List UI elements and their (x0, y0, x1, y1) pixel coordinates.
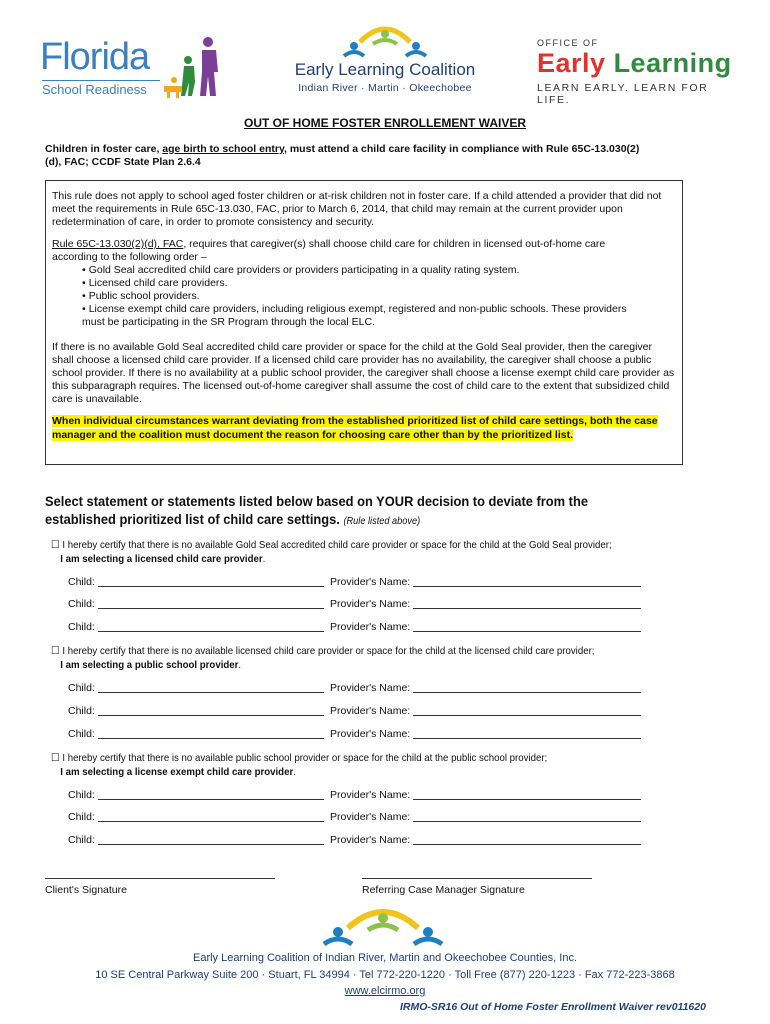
provider-field (413, 608, 641, 609)
rule-box (45, 180, 683, 465)
elc-counties: Indian River · Martin · Okeechobee (298, 82, 472, 94)
child-provider-row[interactable]: Child: Provider's Name: (68, 576, 648, 590)
case-manager-signature-line[interactable] (362, 878, 592, 879)
florida-school-readiness-logo (40, 36, 240, 100)
checkbox[interactable]: ☐ (51, 645, 60, 657)
oel-tagline: LEARN EARLY. LEARN FOR LIFE. (537, 82, 709, 106)
office-of-early-learning-logo (537, 38, 742, 106)
option-selection: I am selecting a licensed child care provider. (60, 553, 266, 565)
child-field (98, 844, 324, 845)
footer-website[interactable] (0, 985, 770, 997)
child-provider-row[interactable]: Child: Provider's Name: (68, 621, 648, 635)
child-field (98, 608, 324, 609)
child-provider-row[interactable]: Child: Provider's Name: (68, 834, 648, 848)
child-field (98, 631, 324, 632)
child-provider-row[interactable]: Child: Provider's Name: (68, 705, 648, 719)
provider-field (413, 821, 641, 822)
provider-field (413, 844, 641, 845)
option-licensed[interactable]: ☐ I hereby certify that there is no available licensed child care provider or space for the child at the licensed child care provider; I am selecting a public school provider. (51, 645, 595, 671)
list-item: • Public school providers. (82, 290, 200, 302)
checkbox[interactable]: ☐ (51, 752, 60, 764)
footer-org: Early Learning Coalition of Indian River, Martin and Okeechobee Counties, Inc. (193, 952, 577, 964)
family-figures-icon (160, 36, 240, 100)
elc-footer-logo-icon (318, 902, 448, 946)
client-signature-label: Client's Signature (45, 884, 127, 896)
option-public-school[interactable]: ☐ I hereby certify that there is no available public school provider or space for the child at the public school provider; I am selecting a license exempt child care provider. (51, 752, 548, 778)
oel-top-text: OFFICE OF (537, 38, 599, 48)
option-selection: I am selecting a public school provider. (60, 659, 242, 671)
bullet-continuation: must be participating in the SR Program through the local ELC. (82, 316, 375, 328)
checkbox[interactable]: ☐ (51, 539, 60, 551)
rule-paragraph-1: This rule does not apply to school aged foster children or at-risk children not in foster care. If a child attended a provider that did not meet the requirements in Rule 65C-13.030, FAC, prior to March 6, 2014, that child may remain at the current provider upon redetermination of care, in order to promote consistency and security. (52, 190, 662, 228)
provider-field (413, 799, 641, 800)
provider-field (413, 715, 641, 716)
child-field (98, 715, 324, 716)
list-item: • Gold Seal accredited child care providers or providers participating in a quality rating system. (82, 264, 520, 276)
elc-people-icon (340, 20, 430, 60)
page-title: OUT OF HOME FOSTER ENROLLEMENT WAIVER (244, 116, 526, 130)
oel-main-text: Early Learning (537, 48, 732, 78)
child-provider-row[interactable]: Child: Provider's Name: (68, 728, 648, 742)
elc-name: Early Learning Coalition (294, 60, 476, 79)
provider-field (413, 631, 641, 632)
rule-paragraph-3: If there is no available Gold Seal accredited child care provider or space for the child at the Gold Seal provider, then the caregiver shall choose a licensed child care provider. If a licensed child care provider has no availability, the caregiver shall choose a public school provider. If there is no availability at a public school provider, the caregiver shall choose a license exempt child care provider as this subparagraph requires. The licensed out-of-home caregiver shall assume the cost of child care to the extent that subsidized child care is unavailable. (52, 341, 675, 405)
option-gold-seal[interactable]: ☐ I hereby certify that there is no available Gold Seal accredited child care provider or space for the child at the Gold Seal provider; I am selecting a licensed child care provider. (51, 539, 612, 565)
priority-list (82, 264, 676, 316)
child-provider-row[interactable]: Child: Provider's Name: (68, 682, 648, 696)
child-provider-row[interactable]: Child: Provider's Name: (68, 598, 648, 612)
child-provider-row[interactable]: Child: Provider's Name: (68, 811, 648, 825)
child-field (98, 586, 324, 587)
list-item: • License exempt child care providers, including religious exempt, registered and non-public schools. These providers (82, 303, 627, 315)
list-item: • Licensed child care providers. (82, 277, 228, 289)
highlighted-notice: When individual circumstances warrant deviating from the established prioritized list of child care settings, both the case manager and the coalition must document the reason for choosing care other than by the prioritized list. (52, 415, 658, 441)
option-selection: I am selecting a license exempt child care provider. (60, 766, 296, 778)
provider-field (413, 692, 641, 693)
provider-field (413, 738, 641, 739)
florida-logo-word: Florida (40, 36, 150, 78)
client-signature-line[interactable] (45, 878, 275, 879)
child-field (98, 692, 324, 693)
child-field (98, 738, 324, 739)
elc-logo (285, 20, 485, 100)
child-provider-row[interactable]: Child: Provider's Name: (68, 789, 648, 803)
rule-link[interactable]: Rule 65C-13.030(2)(d), FAC (52, 238, 184, 250)
footer-address: 10 SE Central Parkway Suite 200 · Stuart, FL 34994 · Tel 772-220-1220 · Toll Free (877) 220-1223 · Fax 772-223-3868 (95, 969, 675, 981)
rule-paragraph-2: Rule 65C-13.030(2)(d), FAC, requires that caregiver(s) shall choose child care for children in licensed out-of-home care according to the following order – (52, 238, 606, 263)
intro-statement: Children in foster care, age birth to school entry, must attend a child care facility in compliance with Rule 65C-13.030(2)(d), FAC; CCDF State Plan 2.6.4 (45, 143, 640, 168)
florida-logo-sub: School Readiness (42, 80, 160, 97)
case-manager-signature-label: Referring Case Manager Signature (362, 884, 525, 896)
child-field (98, 799, 324, 800)
website-link[interactable]: www.elcirmo.org (344, 985, 426, 997)
child-field (98, 821, 324, 822)
form-id: IRMO-SR16 Out of Home Foster Enrollment Waiver rev011620 (400, 1001, 706, 1013)
provider-field (413, 586, 641, 587)
select-instructions: Select statement or statements listed below based on YOUR decision to deviate from the established prioritized list of child care settings. (Rule listed above) (45, 493, 589, 527)
